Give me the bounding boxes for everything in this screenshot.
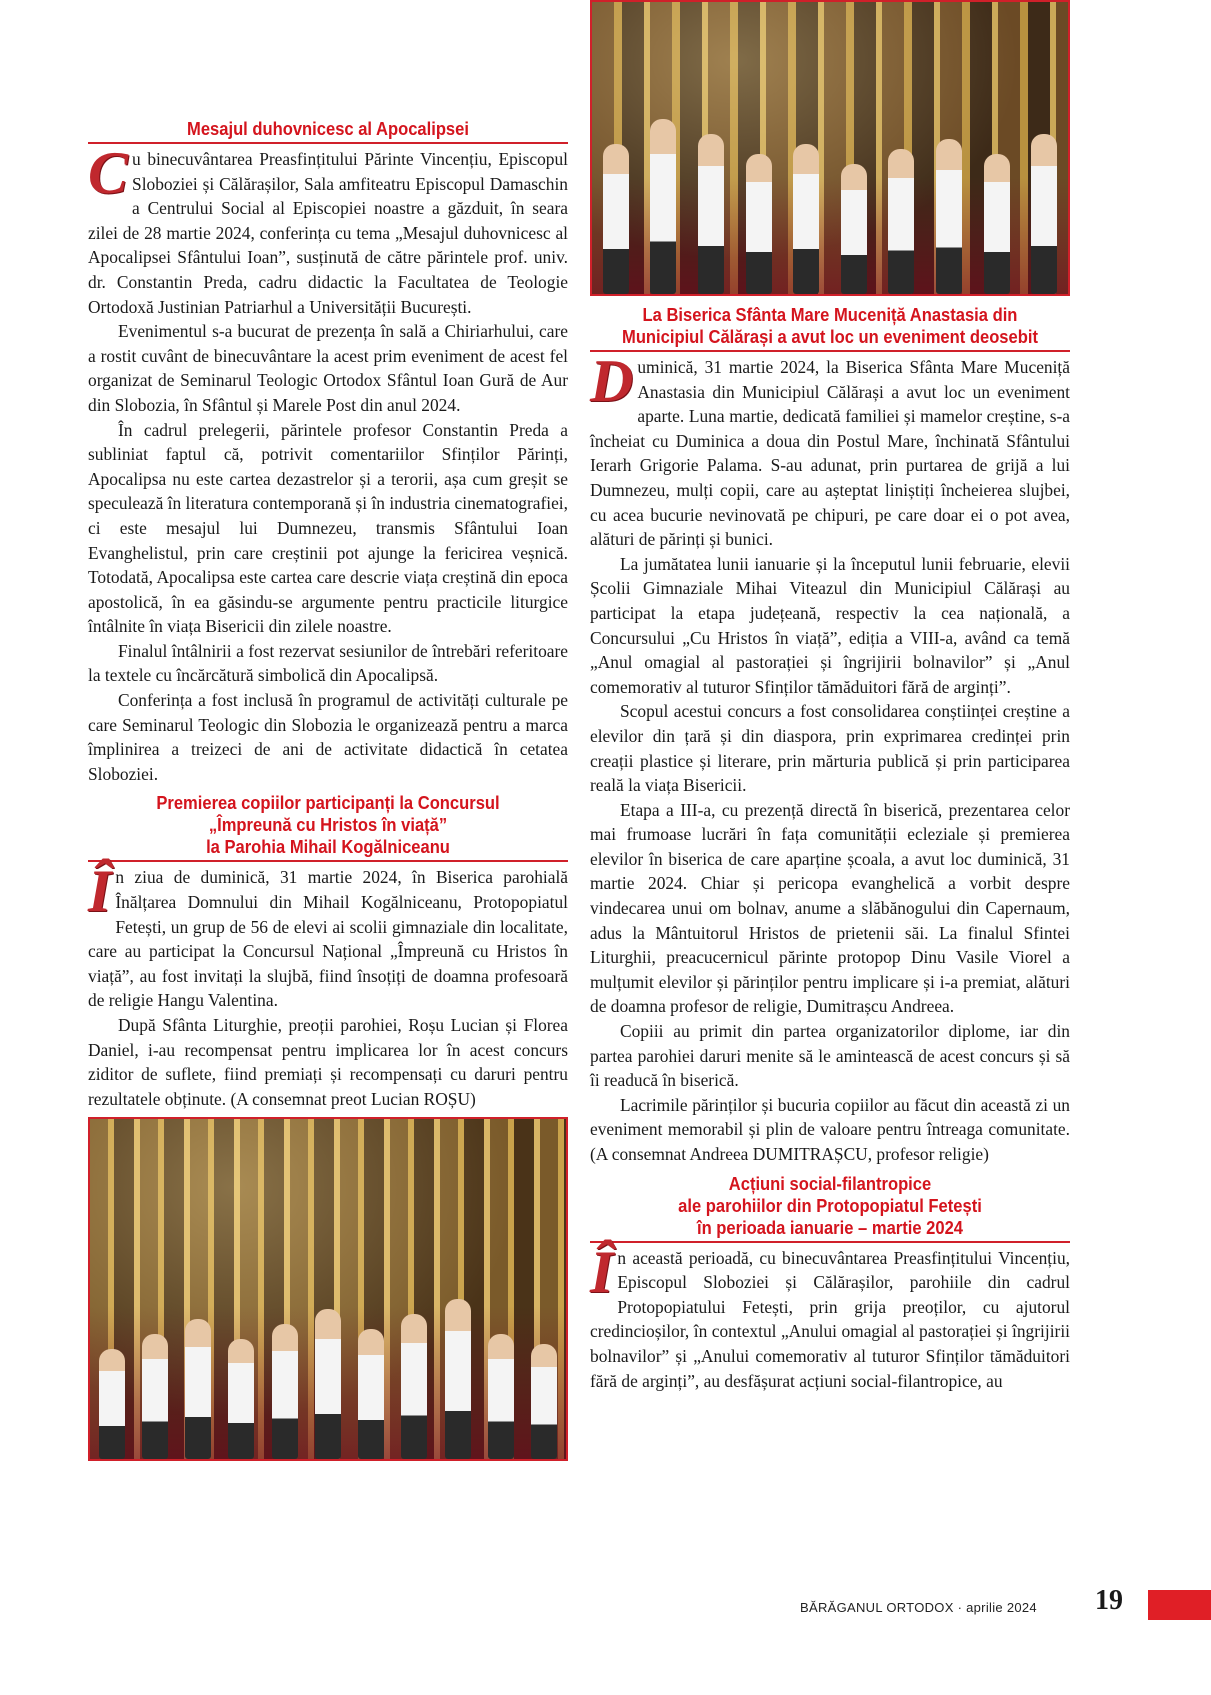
photo-children-kogalniceanu-church [88, 1117, 568, 1461]
right-column [590, 0, 1070, 1393]
article3-paragraph: Copiii au primit din partea organizatorilor diplome, iar din partea parohiei daruri menite să le amintească de acest concurs și să îi readucă în biserică. [590, 1021, 1070, 1091]
article3-paragraph: Duminică, 31 martie 2024, la Biserica Sfânta Mare Muceniță Anastasia din Municipiul Călărași a avut loc un eveniment aparte. Luna martie, dedicată familiei și mamelor creștine, s-a încheiat cu Duminica a doua din Postul Mare, închinată Sfântului Ierarh Grigorie Palama. S-au adunat, prin purtarea de grijă a lui Dumnezeu, mulți copii, care au așteptat liniștiți încheierea slujbei, cu acea bucurie nevinovată pe chipuri, pe care doar ei o pot avea, alături de părinți și bunici. [590, 348, 1070, 550]
article4-title: Acțiuni social-filantropice ale parohiilor din Protopopiatul Fetești în perioada ianuarie – martie 2024 [678, 1173, 982, 1238]
article2-paragraph: În ziua de duminică, 31 martie 2024, în Biserica parohială Înălțarea Domnului din Mihail Kogălniceanu, Protopopiatul Fetești, un grup de 56 de elevi ai scolii gimnaziale din localitate, care au participat la Concursul Național „Împreună cu Hristos în viață”, au fost invitați la slujbă, fiind însoțiți de doamna profesoară de religie Hangu Valentina. [88, 858, 568, 1011]
article4-paragraph: În această perioadă, cu binecuvântarea Preasfințitului Vincențiu, Episcopul Sloboziei și Călărașilor, parohiile din cadrul Protopopiatului Fetești, prin grija preoților, cu ajutorul credincioșilor, în contextul „Anului omagial al pastorației și îngrijirii bolnavilor” și „Anului comemorativ al tuturor Sfinților tămăduitori fără de arginți”, au desfășurat acțiuni social-filantropice, au [590, 1238, 1070, 1391]
article1-paragraph: În cadrul prelegerii, părintele profesor Constantin Preda a subliniat faptul că, potrivit comentariilor Sfinților Părinți, Apocalipsa nu este cartea dezastrelor și a terorii, așa cum greșit se speculează în literatura contemporană și în industria cinematografiei, ci este mesajul lui Dumnezeu, transmis Sfântului Ioan Evanghelistul, prin care creștinii pot ajunge la fericirea veșnică. Totodată, Apocalipsa este cartea care descrie viața creștină din epoca apostolică, în ea găsindu-se argumente pentru practicile liturgice întâlnite în viața Bisericii din zilele noastre. [88, 419, 568, 637]
dropcap: Î [88, 858, 112, 925]
article1-title: Mesajul duhovnicesc al Apocalipsei [187, 119, 469, 139]
article1-paragraph: Cu binecuvântarea Preasfințitului Părinte Vincențiu, Episcopul Sloboziei și Călărașilor, Sala amfiteatru Episcopul Damaschin a Centrului Social al Episcopiei noastre a găzduit, în seara zilei de 28 martie 2024, conferința cu tema „Mesajul duhovnicesc al Apocalipsei Sfântului Ioan”, susținută de către părintele prof. univ. dr. Constantin Preda, cadru didactic la Facultatea de Teologie Ortodoxă Justinian Patriarhul a Universității București. [88, 140, 568, 317]
article2-title: Premierea copiilor participanți la Concursul „Împreună cu Hristos în viață” la Parohia Mihail Kogălniceanu [156, 793, 500, 858]
photo-children-anastasia-church [590, 0, 1070, 296]
divider [88, 860, 568, 862]
divider [590, 350, 1070, 352]
dropcap: C [88, 140, 129, 206]
page-number: 19 [1095, 1585, 1123, 1616]
article3-title: La Biserica Sfânta Mare Muceniță Anastasia din Municipiul Călărași a avut loc un eveniment deosebit [622, 305, 1038, 347]
footer-publication: BĂRĂGANUL ORTODOX · aprilie 2024 [800, 1600, 1037, 1615]
divider [88, 142, 568, 144]
left-column [88, 118, 568, 1461]
article3-paragraph: La jumătatea lunii ianuarie și la începutul lunii februarie, elevii Școlii Gimnaziale Mihai Viteazul din Municipiul Călărași au participat la etapa județeană, respectiv la cea națională, a Concursului „Cu Hristos în viață”, ediția a VIII-a, având ca temă „Anul omagial al pastorației și îngrijirii bolnavilor” și „Anul comemorativ al tuturor Sfinților tămăduitori fără de arginți”. [590, 553, 1070, 697]
article3-paragraph: Scopul acestui concurs a fost consolidarea conștiinței creștine a elevilor din țară și din diaspora, prin exprimarea credinței prin creații plastice și literare, prin mărturia publică și prin participarea reală la viața Bisericii. [590, 701, 1070, 796]
page-tab-marker [1148, 1590, 1211, 1620]
article3-paragraph: Lacrimile părinților și bucuria copiilor au făcut din această zi un eveniment memorabil și plin de valoare pentru întreaga comunitate. (A consemnat Andreea DUMITRAȘCU, profesor religie) [590, 1094, 1070, 1164]
article2-paragraph: După Sfânta Liturghie, preoții parohiei, Roșu Lucian și Florea Daniel, i-au recompensat pentru implicarea lor în acest concurs ziditor de suflete, fiind premiați și recompensați cu daruri pentru rezultatele obținute. (A consemnat preot Lucian ROȘU) [88, 1015, 568, 1109]
article1-paragraph: Conferința a fost inclusă în programul de activități culturale pe care Seminarul Teologic din Slobozia le organizează pentru a marca împlinirea a treizeci de ani de activitate didactică în cetatea Sloboziei. [88, 690, 568, 784]
dropcap: Î [590, 1238, 614, 1305]
article3-paragraph: Etapa a III-a, cu prezență directă în biserică, prezentarea celor mai frumoase lucrări în fața comunității ecleziale și premierea elevilor în biserica de care aparține școala, a avut loc duminică, 31 martie 2024. Chiar și pericopa evanghelică a vorbit despre vindecarea unui om bolnav, anume a slăbănogului din Capernaum, adus la Mântuitorul Hristos de prietenii săi. La finalul Sfintei Liturghii, preacucernicul părinte protopop Dinu Vasile Viorel a mulțumit elevilor și părinților pentru implicare și i-a premiat, alături de doamna profesor de religie, Dumitrașcu Andreea. [590, 799, 1070, 1017]
dropcap: D [590, 348, 634, 414]
article1-paragraph: Finalul întâlnirii a fost rezervat sesiunilor de întrebări referitoare la textele cu încărcătură simbolică din Apocalipsă. [88, 640, 568, 686]
divider [590, 1241, 1070, 1243]
article1-paragraph: Evenimentul s-a bucurat de prezența în sală a Chiriarhului, care a rostit cuvânt de binecuvântare la acest prim eveniment de acest fel organizat de Seminarul Teologic Ortodox Sfântul Ioan Gură de Aur din Slobozia, în Sfântul și Marele Post din anul 2024. [88, 321, 568, 415]
